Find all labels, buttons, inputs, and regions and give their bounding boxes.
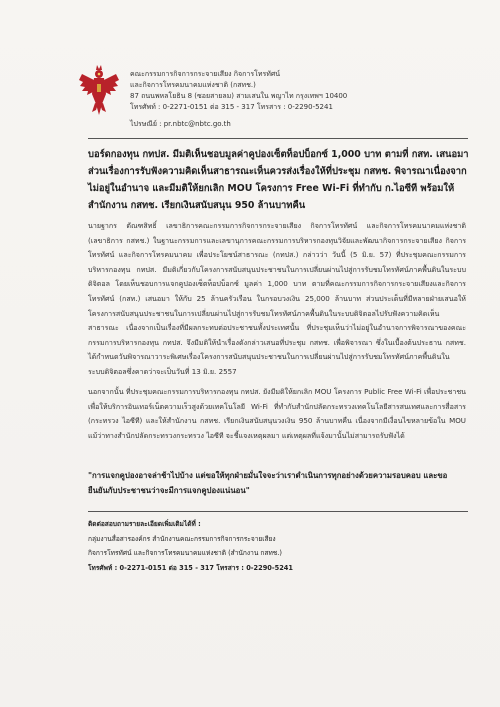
body-paragraph-1: นายฐากร ตัณฑสิทธิ์ เลขาธิการคณะกรรมการกิจการกระจายเสียง กิจการโทรทัศน์ และกิจการโทรคมนาคมแห่งชาติ (เลขาธิการ กสทช.) ในฐานะกรรมการและเลขานุการคณะกรรมการบริหารกองทุนวิจัยและพัฒนากิจการกระจายเสียง กิจการโทรทัศน์ และกิจการโทรคมนาคม เพื่อประโยชน์สาธารณะ (กทปส.) กล่าวว่า วันนี้ (5 มิ.ย. 57) ที่ประชุมคณะกรรมการบริหารกองทุน กทปส. มีมติเกี่ยวกับโครงการสนับสนุนประชาชนในการเปลี่ยนผ่านไปสู่การรับชมโทรทัศน์ภาคพื้นดินในระบบดิจิตอล โดยเห็นชอบการแจกคูปองเซ็ตท็อปบ็อกซ์ มูลค่า 1,000 บาท ตามที่คณะกรรมการกิจการกระจายเสียงและกิจการโทรทัศน์ (กสท.) เสนอมา ให้กับ 25 ล้านครัวเรือน ในกรอบวงเงิน 25,000 ล้านบาท ส่วนประเด็นที่มีหลายฝ่ายเสนอให้โครงการสนับสนุนประชาชนในการเปลี่ยนผ่านไปสู่การรับชมโทรทัศน์ภาคพื้นดินในระบบดิจิตอลไปรับฟังความคิดเห็นสาธารณะ เนื่องจากเป็นเรื่องที่มีผลกระทบต่อประชาชนทั้งประเทศนั้น ที่ประชุมเห็นว่าไม่อยู่ในอำนาจการพิจารณาของคณะกรรมการบริหารกองทุน กทปส. จึงมีมติให้นำเรื่องดังกล่าวเสนอที่ประชุม กสทช. เพื่อพิจารณา ซึ่งในเบื้องต้นประธาน กสทช. ได้กำหนดวันพิจารณาวาระพิเศษเรื่องโครงการสนับสนุนประชาชนในการเปลี่ยนผ่านไปสู่การรับชมโทรทัศน์ภาคพื้นดินในระบบดิจิตอลซึ่งคาดว่าจะเป็นวันที่ 13 มิ.ย. 2557 [88,221,466,376]
contact-dept-line2: กิจการโทรทัศน์ และกิจการโทรคมนาคมแห่งชาติ (สำนักงาน กสทช.) [88,549,282,557]
org-email: ไปรษณีย์ : pr.nbtc@nbtc.go.th [130,120,231,128]
letterhead [130,69,470,130]
contact-block [88,517,388,575]
org-phone: โทรศัพท์ : 0-2271-0151 ต่อ 315 - 317 โทรสาร : 0-2290-5241 [130,103,333,111]
org-address: 87 ถนนพหลโยธิน 8 (ซอยสายลม) สามเสนใน พญาไท กรุงเทพฯ 10400 [130,92,348,100]
header-divider [88,138,468,139]
garuda-emblem-icon [78,64,120,116]
org-name-line1: คณะกรรมการกิจการกระจายเสียง กิจการโทรทัศน์ [130,70,281,78]
press-release-headline: บอร์ดกองทุน กทปส. มีมติเห็นชอบมูลค่าคูปองเซ็ตท็อปบ็อกซ์ 1,000 บาท ตามที่ กสท. เสนอมา ส่วนเรื่องการรับฟังความคิดเห็นสาธารณะเห็นควรส่งเรื่องให้ที่ประชุม กสทช. พิจารณาเนื่องจากไม่อยู่ในอำนาจ และมีมติให้ยกเลิก MOU โครงการ Free Wi-Fi ที่ทำกับ ก.ไอซีที พร้อมให้สำนักงาน กสทช. เรียกเงินสนับสนุน 950 ล้านบาทคืน [88,149,469,211]
footer-divider [88,511,468,512]
contact-phone: โทรศัพท์ : 0-2271-0151 ต่อ 315 - 317 โทรสาร : 0-2290-5241 [88,563,293,572]
org-name-line2: และกิจการโทรคมนาคมแห่งชาติ (กสทช.) [130,81,256,89]
quote-paragraph: "การแจกคูปองอาจล่าช้าไปบ้าง แต่ขอให้ทุกฝ่ายมั่นใจจะว่าเราดำเนินการทุกอย่างด้วยความรอบคอบ และขอยืนยันกับประชาชนว่าจะมีการแจกคูปองแน่นอน" [88,471,448,495]
body-paragraph-2: นอกจากนั้น ที่ประชุมคณะกรรมการบริหารกองทุน กทปส. ยังมีมติให้ยกเลิก MOU โครงการ Public Free Wi-Fi เพื่อประชาชน เพื่อให้บริการอินเทอร์เน็ตความเร็วสูงด้วยเทคโนโลยี Wi-Fi ที่ทำกับสำนักปลัดกระทรวงเทคโนโลยีสารสนเทศและการสื่อสาร (กระทรวง ไอซีที) และให้สำนักงาน กสทช. เรียกเงินสนับสนุนวงเงิน 950 ล้านบาทคืน เนื่องจากมีเงื่อนไขหลายข้อใน MOU แม้ว่าทางสำนักปลัดกระทรวงกระทรวง ไอซีที จะชี้แจงเหตุผลมา แต่เหตุผลที่แจ้งมานั้นไม่สามารถรับฟังได้ [88,387,466,440]
contact-heading: ติดต่อสอบถามรายละเอียดเพิ่มเติมได้ที่ : [88,520,201,528]
contact-dept-line1: กลุ่มงานสื่อสารองค์กร สำนักงานคณะกรรมการกิจการกระจายเสียง [88,534,276,543]
